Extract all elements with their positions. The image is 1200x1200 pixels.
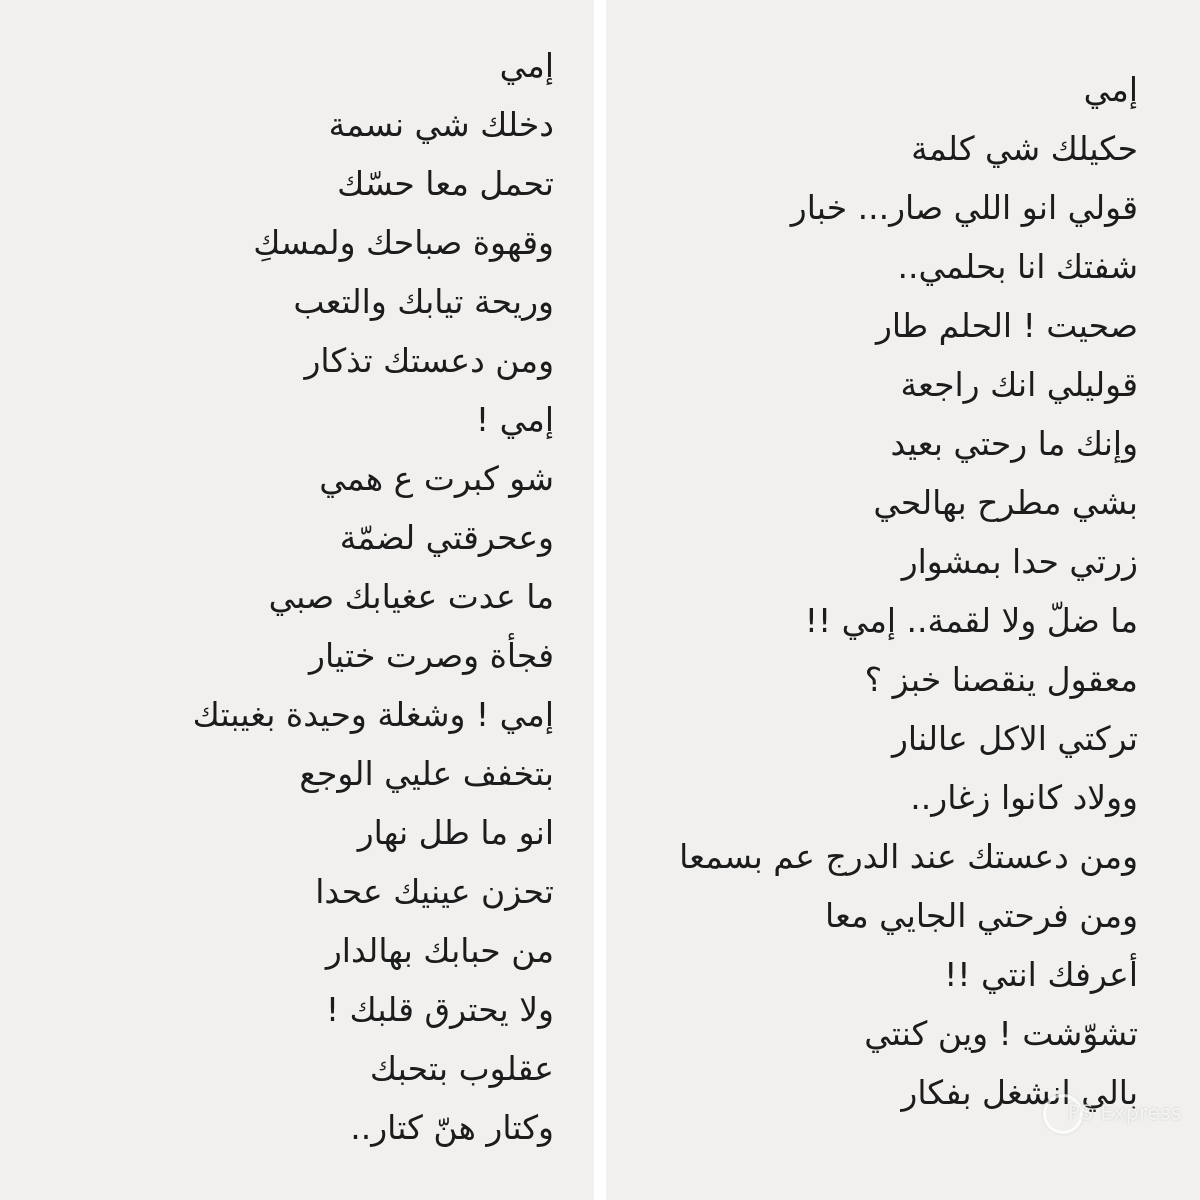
poem-line: ولا يحترق قلبك ! (325, 990, 554, 1029)
poem-line: من حبابك بهالدار (325, 931, 554, 970)
right-poem-lines (618, 60, 1138, 1122)
poem-line: إمي ! (475, 400, 554, 439)
poem-line: قوليلي انك راجعة (900, 365, 1138, 404)
poem-line: ما عدت عغيابك صبي (268, 577, 554, 616)
poem-line: بالي انشغل بفكار (901, 1073, 1138, 1112)
poem-line: ومن دعستك عند الدرج عم بسمعا (679, 837, 1138, 876)
poem-line: وعحرقتي لضمّة (339, 518, 554, 557)
app-watermark (1043, 1094, 1182, 1134)
poem-line: بشي مطرح بهالحي (873, 483, 1138, 522)
poem-line: إمي (1083, 70, 1138, 109)
poem-line: وريحة تيابك والتعب (293, 282, 554, 321)
panel-divider (594, 0, 606, 1200)
right-poem-panel (606, 0, 1200, 1200)
poem-line: وكتار هنّ كتار.. (350, 1108, 554, 1147)
watermark-text: PS Express (1067, 1100, 1182, 1125)
poem-line: تشوّشت ! وين كنتي (864, 1014, 1138, 1053)
poem-line: دخلك شي نسمة (328, 105, 554, 144)
poem-line: ومن دعستك تذكار (304, 341, 554, 380)
poem-line: ومن فرحتي الجايي معا (825, 896, 1138, 935)
poem-line: حكيلك شي كلمة (911, 129, 1138, 168)
poem-line: وإنك ما رحتي بعيد (890, 424, 1138, 463)
poem-line: إمي ! وشغلة وحيدة بغيبتك (192, 695, 554, 734)
poem-line: بتخفف عليي الوجع (299, 754, 554, 793)
poem-line: تحزن عينيك عحدا (315, 872, 554, 911)
poem-line: معقول ينقصنا خبز ؟ (864, 660, 1138, 699)
poem-line: إمي (499, 46, 554, 85)
poem-line: عقلوب بتحبك (369, 1049, 554, 1088)
poem-line: أعرفك انتي !! (944, 955, 1138, 994)
poem-line: شو كبرت ع همي (319, 459, 554, 498)
left-poem-panel (0, 0, 594, 1200)
poem-line: شفتك انا بحلمي.. (897, 247, 1138, 286)
poem-line: زرتي حدا بمشوار (901, 542, 1138, 581)
poem-line: ما ضلّ ولا لقمة.. إمي !! (804, 601, 1138, 640)
poem-line: انو ما طل نهار (357, 813, 554, 852)
poem-line: صحيت ! الحلم طار (875, 306, 1138, 345)
poem-line: تركتي الاكل عالنار (892, 719, 1138, 758)
left-poem-lines (34, 36, 554, 1157)
poem-line: تحمل معا حسّك (337, 164, 554, 203)
poem-line: وولاد كانوا زغار.. (910, 778, 1138, 817)
poem-line: فجأة وصرت ختيار (309, 636, 554, 675)
poem-line: وقهوة صباحك ولمسكِ (253, 223, 554, 262)
poem-line: قولي انو اللي صار... خبار (790, 188, 1138, 227)
